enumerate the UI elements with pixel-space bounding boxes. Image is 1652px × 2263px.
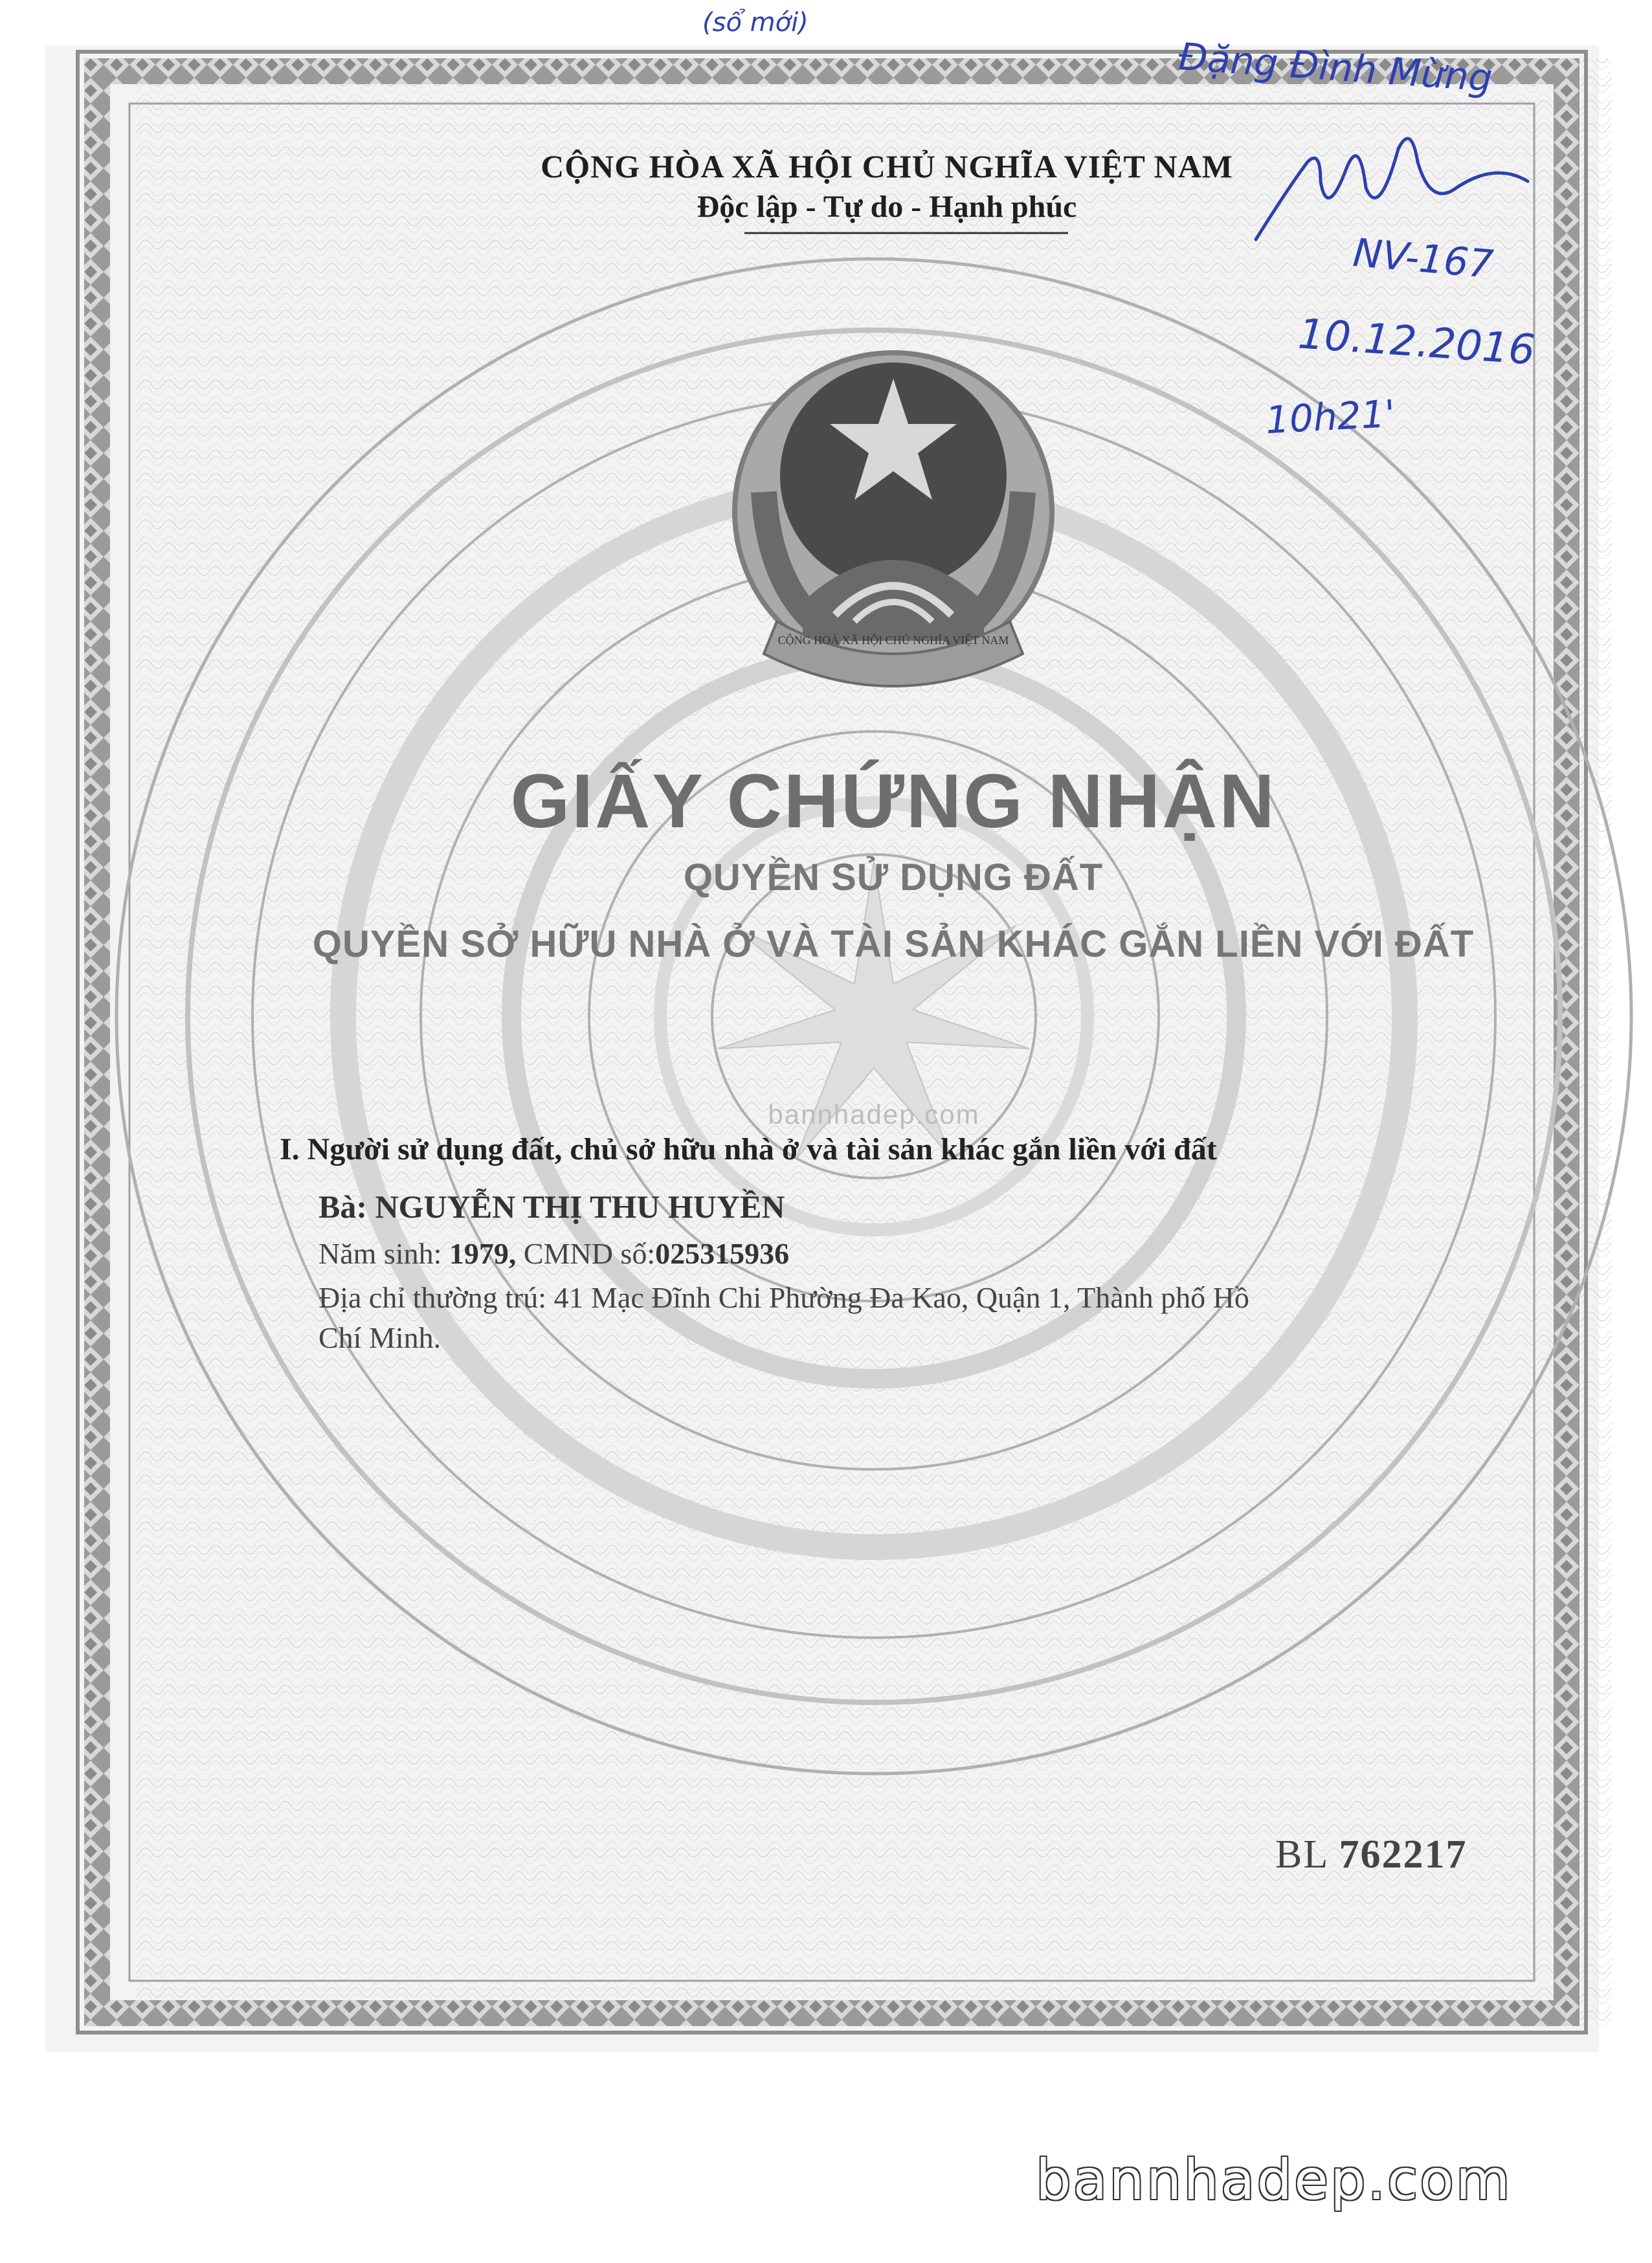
section-1-heading: I. Người sử dụng đất, chủ sở hữu nhà ở và tài sản khác gắn liền với đất (280, 1132, 1217, 1166)
serial-prefix: BL (1275, 1833, 1328, 1877)
id-number: 025315936 (655, 1237, 790, 1270)
serial-digits: 762217 (1339, 1833, 1468, 1877)
birth-id-line (318, 1236, 789, 1271)
emblem-ribbon-text: CỘNG HOÀ XÃ HỘI CHỦ NGHĨA VIỆT NAM (777, 634, 1009, 647)
handwritten-top-note: (sổ mới) (702, 8, 809, 38)
handwritten-code: NV-167 (1351, 230, 1495, 288)
country-name: CỘNG HÒA XÃ HỘI CHỦ NGHĨA VIỆT NAM (541, 148, 1233, 184)
handwritten-date: 10.12.2016 (1296, 310, 1537, 375)
birth-label: Năm sinh: (318, 1237, 442, 1270)
handwritten-signature (1249, 110, 1554, 246)
watermark-middle: bannhadep.com (768, 1099, 980, 1130)
certificate-subtitle-land-use: QUYỀN SỬ DỤNG ĐẤT (683, 856, 1104, 898)
id-label: CMND số: (523, 1237, 656, 1270)
address-line-2: Chí Minh. (318, 1321, 441, 1354)
certificate-title: GIẤY CHỨNG NHẬN (510, 759, 1277, 844)
national-motto: Độc lập - Tự do - Hạnh phúc (697, 190, 1077, 224)
owner-name: Bà: NGUYỄN THỊ THU HUYỀN (318, 1188, 785, 1225)
watermark-bottom: bannhadep.com (1036, 2148, 1512, 2213)
handwritten-time: 10h21' (1264, 391, 1396, 443)
birth-year: 1979, (449, 1237, 517, 1270)
address-line-1: Địa chỉ thường trú: 41 Mạc Đĩnh Chi Phường Đa Kao, Quận 1, Thành phố Hồ (318, 1281, 1249, 1314)
serial-number (1275, 1832, 1467, 1878)
handwritten-name: Đặng Đình Mừng (1177, 34, 1494, 100)
certificate-subtitle-ownership: QUYỀN SỞ HỮU NHÀ Ở VÀ TÀI SẢN KHÁC GẮN LIỀN VỚI ĐẤT (312, 923, 1475, 965)
